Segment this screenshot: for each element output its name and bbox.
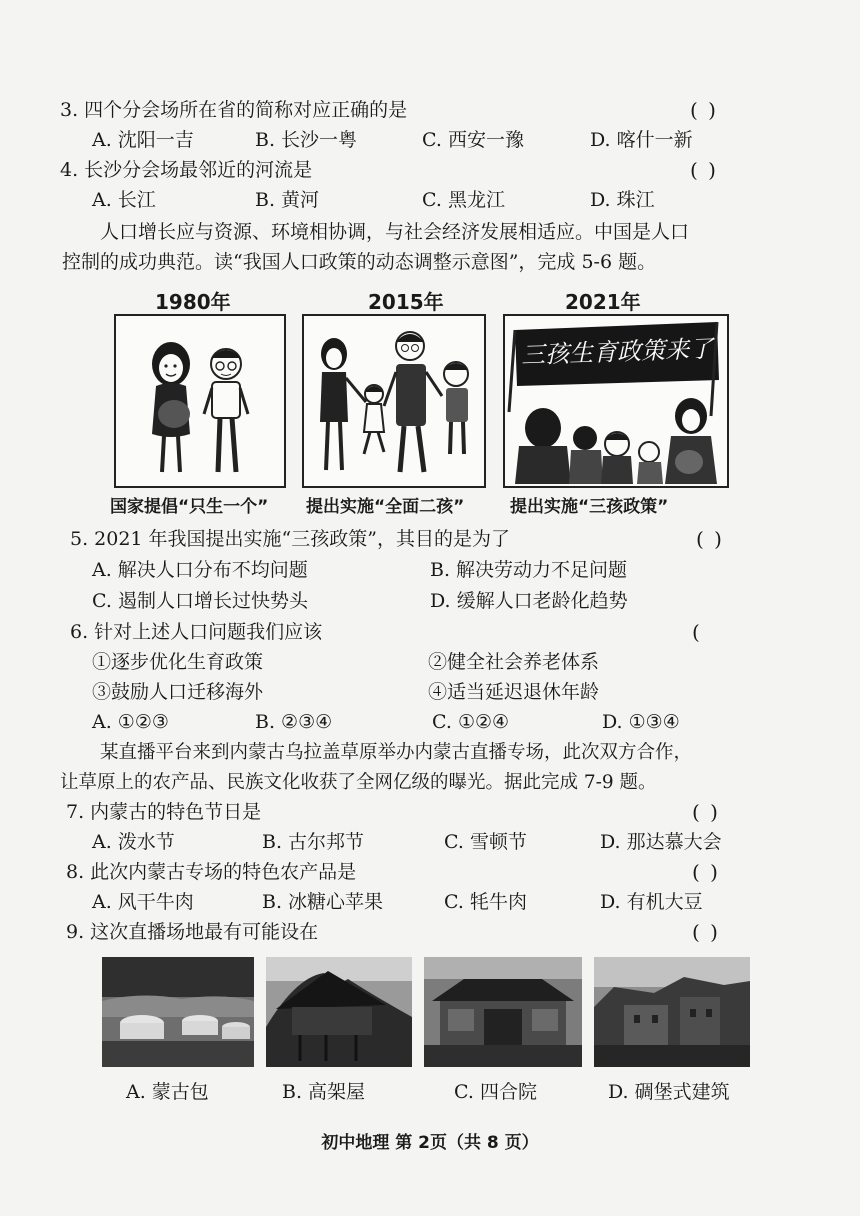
q6-answer-paren: ( — [692, 620, 702, 644]
page-footer: 初中地理 第 2页（共 8 页） — [321, 1133, 539, 1153]
q7-option-d: D. 那达慕大会 — [600, 831, 722, 853]
yurt-photo — [102, 957, 254, 1067]
q4-option-c: C. 黑龙江 — [422, 189, 505, 211]
panel-2021-illustration — [503, 314, 729, 488]
q5-option-b: B. 解决劳动力不足问题 — [430, 559, 628, 581]
q6-option-a: A. ①②③ — [92, 711, 169, 733]
q5-stem: 5. 2021 年我国提出实施“三孩政策”，其目的是为了 — [70, 528, 510, 550]
blockhouse-photo — [594, 957, 750, 1067]
q9-answer-paren: ( ) — [692, 920, 720, 944]
couple-illustration — [116, 316, 284, 486]
q3-option-b: B. 长沙一粤 — [255, 129, 358, 151]
q4-option-d: D. 珠江 — [590, 189, 655, 211]
q6-item-3: ③鼓励人口迁移海外 — [92, 681, 264, 703]
q5-option-c: C. 遏制人口增长过快势头 — [92, 590, 308, 612]
passage2-line2: 让草原上的农产品、民族文化收获了全网亿级的曝光。据此完成 7-9 题。 — [60, 772, 657, 793]
q3-option-c: C. 西安一豫 — [422, 129, 524, 151]
q8-answer-paren: ( ) — [692, 860, 720, 884]
q3-answer-paren: ( ) — [690, 98, 718, 122]
q7-option-c: C. 雪顿节 — [444, 831, 527, 853]
q3-stem: 3. 四个分会场所在省的简称对应正确的是 — [60, 99, 408, 121]
courtyard-house-photo — [424, 957, 582, 1067]
panel-2015-illustration — [302, 314, 486, 488]
banner-text: 三孩生育政策来了 — [520, 334, 714, 370]
q5-answer-paren: ( ) — [696, 527, 724, 551]
q6-item-4: ④适当延迟退休年龄 — [428, 681, 600, 703]
q7-stem: 7. 内蒙古的特色节日是 — [66, 801, 262, 823]
q9-option-d: D. 碉堡式建筑 — [608, 1081, 730, 1103]
q9-option-a: A. 蒙古包 — [126, 1081, 209, 1103]
caption-1980: 国家提倡“只生一个” — [110, 497, 269, 517]
q7-answer-paren: ( ) — [692, 800, 720, 824]
passage2-line1: 某直播平台来到内蒙古乌拉盖草原举办内蒙古直播专场，此次双方合作， — [100, 742, 693, 763]
q9-option-b: B. 高架屋 — [282, 1081, 366, 1103]
q8-option-b: B. 冰糖心苹果 — [262, 891, 384, 913]
q3-option-d: D. 喀什一新 — [590, 129, 693, 151]
q8-stem: 8. 此次内蒙古专场的特色农产品是 — [66, 861, 357, 883]
q8-option-d: D. 有机大豆 — [600, 891, 703, 913]
caption-2021: 提出实施“三孩政策” — [510, 497, 669, 517]
q3-option-a: A. 沈阳一吉 — [92, 129, 194, 151]
panel-1980-illustration — [114, 314, 286, 488]
q9-stem: 9. 这次直播场地最有可能设在 — [66, 921, 319, 943]
passage1-line2: 控制的成功典范。读“我国人口政策的动态调整示意图”，完成 5-6 题。 — [62, 251, 657, 273]
q5-option-a: A. 解决人口分布不均问题 — [92, 559, 308, 581]
year-label-2021: 2021年 — [565, 290, 641, 314]
q4-option-a: A. 长江 — [92, 189, 156, 211]
caption-2015: 提出实施“全面二孩” — [306, 497, 465, 517]
q7-option-a: A. 泼水节 — [92, 831, 175, 853]
q6-item-2: ②健全社会养老体系 — [428, 651, 600, 673]
q6-option-c: C. ①②④ — [432, 711, 510, 733]
q7-option-b: B. 古尔邦节 — [262, 831, 365, 853]
q4-stem: 4. 长沙分会场最邻近的河流是 — [60, 159, 313, 181]
passage1-line1: 人口增长应与资源、环境相协调，与社会经济发展相适应。中国是人口 — [100, 221, 690, 243]
family-illustration — [304, 316, 484, 486]
year-label-2015: 2015年 — [368, 290, 444, 314]
q9-option-c: C. 四合院 — [454, 1081, 537, 1103]
q8-option-a: A. 风干牛肉 — [92, 891, 194, 913]
q6-option-d: D. ①③④ — [602, 711, 680, 733]
year-label-1980: 1980年 — [155, 290, 231, 314]
q6-stem: 6. 针对上述人口问题我们应该 — [70, 621, 323, 643]
q4-answer-paren: ( ) — [690, 158, 718, 182]
q6-option-b: B. ②③④ — [255, 711, 333, 733]
q4-option-b: B. 黄河 — [255, 189, 320, 211]
q8-option-c: C. 牦牛肉 — [444, 891, 527, 913]
q5-option-d: D. 缓解人口老龄化趋势 — [430, 590, 628, 612]
q6-item-1: ①逐步优化生育政策 — [92, 651, 264, 673]
stilt-house-photo — [266, 957, 412, 1067]
